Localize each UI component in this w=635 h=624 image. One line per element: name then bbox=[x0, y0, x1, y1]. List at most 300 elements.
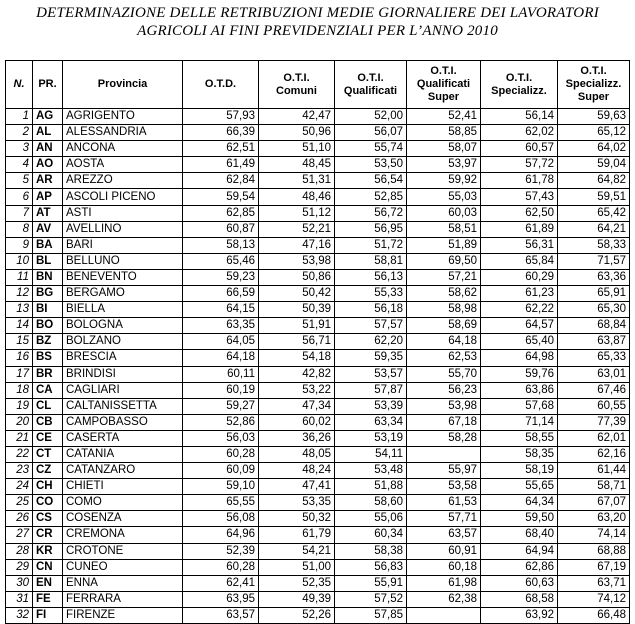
province-name: CAGLIARI bbox=[63, 382, 183, 398]
province-name: BERGAMO bbox=[63, 286, 183, 302]
oti-specializz-super-value: 65,12 bbox=[558, 125, 630, 141]
province-code: BG bbox=[33, 286, 63, 302]
oti-specializz-super-value: 67,07 bbox=[558, 495, 630, 511]
province-name: AREZZO bbox=[63, 173, 183, 189]
oti-qualificati-super-value: 53,58 bbox=[407, 479, 481, 495]
oti-qualificati-super-value: 67,18 bbox=[407, 414, 481, 430]
table-row bbox=[6, 430, 630, 446]
row-number: 15 bbox=[6, 334, 33, 350]
province-name: BARI bbox=[63, 237, 183, 253]
province-name: ASCOLI PICENO bbox=[63, 189, 183, 205]
oti-qualificati-super-value bbox=[407, 446, 481, 462]
oti-specializz-super-value: 63,87 bbox=[558, 334, 630, 350]
province-name: CREMONA bbox=[63, 527, 183, 543]
oti-specializz-super-value: 67,46 bbox=[558, 382, 630, 398]
oti-qualificati-value: 62,20 bbox=[335, 334, 407, 350]
oti-qualificati-super-value: 58,62 bbox=[407, 286, 481, 302]
oti-comuni-value: 36,26 bbox=[259, 430, 335, 446]
province-code: BN bbox=[33, 269, 63, 285]
header-n: N. bbox=[6, 61, 33, 109]
table-row bbox=[6, 221, 630, 237]
oti-qualificati-value: 55,91 bbox=[335, 575, 407, 591]
table-row bbox=[6, 350, 630, 366]
table-row bbox=[6, 366, 630, 382]
oti-specializz-super-value: 68,84 bbox=[558, 318, 630, 334]
province-name: BOLOGNA bbox=[63, 318, 183, 334]
oti-comuni-value: 52,35 bbox=[259, 575, 335, 591]
oti-comuni-value: 42,47 bbox=[259, 109, 335, 125]
oti-qualificati-super-value: 53,97 bbox=[407, 157, 481, 173]
wages-table bbox=[5, 60, 630, 624]
oti-specializz-super-value: 62,16 bbox=[558, 446, 630, 462]
row-number: 4 bbox=[6, 157, 33, 173]
oti-specializz-value: 62,02 bbox=[481, 125, 558, 141]
oti-qualificati-super-value: 62,53 bbox=[407, 350, 481, 366]
otd-value: 64,05 bbox=[183, 334, 259, 350]
row-number: 9 bbox=[6, 237, 33, 253]
oti-qualificati-super-value: 58,51 bbox=[407, 221, 481, 237]
oti-qualificati-super-value: 60,91 bbox=[407, 543, 481, 559]
oti-qualificati-super-value: 69,50 bbox=[407, 253, 481, 269]
oti-qualificati-super-value: 56,23 bbox=[407, 382, 481, 398]
oti-specializz-super-value: 60,55 bbox=[558, 398, 630, 414]
oti-comuni-value: 50,96 bbox=[259, 125, 335, 141]
oti-qualificati-value: 51,88 bbox=[335, 479, 407, 495]
row-number: 29 bbox=[6, 559, 33, 575]
oti-specializz-value: 60,63 bbox=[481, 575, 558, 591]
row-number: 17 bbox=[6, 366, 33, 382]
province-code: AN bbox=[33, 141, 63, 157]
oti-specializz-value: 61,23 bbox=[481, 286, 558, 302]
header-oti-qualificati: O.T.I. Qualificati bbox=[335, 61, 407, 109]
oti-qualificati-value: 55,06 bbox=[335, 511, 407, 527]
oti-qualificati-value: 63,34 bbox=[335, 414, 407, 430]
row-number: 13 bbox=[6, 302, 33, 318]
row-number: 30 bbox=[6, 575, 33, 591]
oti-qualificati-super-value: 61,53 bbox=[407, 495, 481, 511]
oti-qualificati-super-value: 59,92 bbox=[407, 173, 481, 189]
province-name: ASTI bbox=[63, 205, 183, 221]
oti-qualificati-super-value: 57,71 bbox=[407, 511, 481, 527]
table-row bbox=[6, 253, 630, 269]
row-number: 25 bbox=[6, 495, 33, 511]
oti-comuni-value: 52,21 bbox=[259, 221, 335, 237]
oti-qualificati-super-value: 51,89 bbox=[407, 237, 481, 253]
oti-specializz-super-value: 65,30 bbox=[558, 302, 630, 318]
province-code: FI bbox=[33, 607, 63, 623]
table-row bbox=[6, 173, 630, 189]
table-row bbox=[6, 511, 630, 527]
row-number: 11 bbox=[6, 269, 33, 285]
table-row bbox=[6, 141, 630, 157]
province-name: CROTONE bbox=[63, 543, 183, 559]
oti-comuni-value: 54,21 bbox=[259, 543, 335, 559]
row-number: 28 bbox=[6, 543, 33, 559]
table-row bbox=[6, 334, 630, 350]
oti-qualificati-value: 57,57 bbox=[335, 318, 407, 334]
table-row bbox=[6, 527, 630, 543]
province-code: BZ bbox=[33, 334, 63, 350]
oti-specializz-value: 65,84 bbox=[481, 253, 558, 269]
oti-comuni-value: 50,42 bbox=[259, 286, 335, 302]
province-name: AVELLINO bbox=[63, 221, 183, 237]
table-row bbox=[6, 205, 630, 221]
oti-qualificati-value: 54,11 bbox=[335, 446, 407, 462]
otd-value: 62,85 bbox=[183, 205, 259, 221]
province-code: AG bbox=[33, 109, 63, 125]
row-number: 19 bbox=[6, 398, 33, 414]
oti-specializz-value: 71,14 bbox=[481, 414, 558, 430]
oti-comuni-value: 50,39 bbox=[259, 302, 335, 318]
oti-comuni-value: 51,10 bbox=[259, 141, 335, 157]
row-number: 27 bbox=[6, 527, 33, 543]
province-name: CHIETI bbox=[63, 479, 183, 495]
oti-specializz-value: 68,40 bbox=[481, 527, 558, 543]
oti-specializz-super-value: 63,20 bbox=[558, 511, 630, 527]
province-code: KR bbox=[33, 543, 63, 559]
row-number: 3 bbox=[6, 141, 33, 157]
row-number: 16 bbox=[6, 350, 33, 366]
row-number: 8 bbox=[6, 221, 33, 237]
province-name: CALTANISSETTA bbox=[63, 398, 183, 414]
table-row bbox=[6, 398, 630, 414]
oti-specializz-super-value: 62,01 bbox=[558, 430, 630, 446]
row-number: 21 bbox=[6, 430, 33, 446]
oti-qualificati-value: 53,48 bbox=[335, 463, 407, 479]
otd-value: 64,96 bbox=[183, 527, 259, 543]
oti-qualificati-value: 53,57 bbox=[335, 366, 407, 382]
oti-specializz-value: 64,98 bbox=[481, 350, 558, 366]
oti-qualificati-value: 59,35 bbox=[335, 350, 407, 366]
oti-comuni-value: 47,16 bbox=[259, 237, 335, 253]
province-code: EN bbox=[33, 575, 63, 591]
oti-specializz-value: 64,34 bbox=[481, 495, 558, 511]
header-oti-specializz-super: O.T.I. Specializz. Super bbox=[558, 61, 630, 109]
header-oti-qualificati-super: O.T.I. Qualificati Super bbox=[407, 61, 481, 109]
oti-specializz-value: 64,57 bbox=[481, 318, 558, 334]
oti-specializz-value: 60,57 bbox=[481, 141, 558, 157]
province-code: AR bbox=[33, 173, 63, 189]
otd-value: 63,57 bbox=[183, 607, 259, 623]
oti-qualificati-value: 57,87 bbox=[335, 382, 407, 398]
row-number: 26 bbox=[6, 511, 33, 527]
otd-value: 65,46 bbox=[183, 253, 259, 269]
province-code: BS bbox=[33, 350, 63, 366]
table-row bbox=[6, 109, 630, 125]
header-row bbox=[6, 61, 630, 109]
oti-specializz-value: 58,55 bbox=[481, 430, 558, 446]
otd-value: 60,11 bbox=[183, 366, 259, 382]
oti-comuni-value: 61,79 bbox=[259, 527, 335, 543]
otd-value: 52,39 bbox=[183, 543, 259, 559]
oti-comuni-value: 47,34 bbox=[259, 398, 335, 414]
oti-comuni-value: 48,46 bbox=[259, 189, 335, 205]
oti-qualificati-super-value: 55,97 bbox=[407, 463, 481, 479]
table-row bbox=[6, 286, 630, 302]
province-code: AV bbox=[33, 221, 63, 237]
header-pr: PR. bbox=[33, 61, 63, 109]
oti-specializz-value: 62,86 bbox=[481, 559, 558, 575]
otd-value: 56,08 bbox=[183, 511, 259, 527]
table-row bbox=[6, 302, 630, 318]
header-oti-comuni: O.T.I. Comuni bbox=[259, 61, 335, 109]
oti-comuni-value: 52,26 bbox=[259, 607, 335, 623]
oti-comuni-value: 53,22 bbox=[259, 382, 335, 398]
oti-comuni-value: 47,41 bbox=[259, 479, 335, 495]
oti-comuni-value: 51,91 bbox=[259, 318, 335, 334]
table-row bbox=[6, 318, 630, 334]
oti-specializz-super-value: 59,63 bbox=[558, 109, 630, 125]
table-row bbox=[6, 414, 630, 430]
oti-qualificati-value: 60,34 bbox=[335, 527, 407, 543]
header-provincia: Provincia bbox=[63, 61, 183, 109]
oti-qualificati-super-value: 58,28 bbox=[407, 430, 481, 446]
oti-qualificati-value: 55,33 bbox=[335, 286, 407, 302]
province-code: CL bbox=[33, 398, 63, 414]
oti-specializz-value: 57,72 bbox=[481, 157, 558, 173]
province-code: AO bbox=[33, 157, 63, 173]
oti-specializz-value: 68,58 bbox=[481, 591, 558, 607]
oti-specializz-value: 56,31 bbox=[481, 237, 558, 253]
oti-qualificati-value: 51,72 bbox=[335, 237, 407, 253]
oti-specializz-value: 61,89 bbox=[481, 221, 558, 237]
otd-value: 60,09 bbox=[183, 463, 259, 479]
province-code: BO bbox=[33, 318, 63, 334]
province-code: CB bbox=[33, 414, 63, 430]
otd-value: 58,13 bbox=[183, 237, 259, 253]
oti-specializz-super-value: 58,71 bbox=[558, 479, 630, 495]
oti-comuni-value: 48,05 bbox=[259, 446, 335, 462]
otd-value: 52,86 bbox=[183, 414, 259, 430]
oti-qualificati-value: 56,54 bbox=[335, 173, 407, 189]
otd-value: 60,28 bbox=[183, 559, 259, 575]
otd-value: 60,19 bbox=[183, 382, 259, 398]
row-number: 5 bbox=[6, 173, 33, 189]
oti-specializz-super-value: 59,04 bbox=[558, 157, 630, 173]
oti-qualificati-value: 58,38 bbox=[335, 543, 407, 559]
table-row bbox=[6, 495, 630, 511]
oti-specializz-value: 65,40 bbox=[481, 334, 558, 350]
province-name: ANCONA bbox=[63, 141, 183, 157]
province-name: CAMPOBASSO bbox=[63, 414, 183, 430]
table-row bbox=[6, 157, 630, 173]
row-number: 18 bbox=[6, 382, 33, 398]
oti-specializz-super-value: 65,33 bbox=[558, 350, 630, 366]
oti-qualificati-super-value: 62,38 bbox=[407, 591, 481, 607]
oti-qualificati-super-value: 58,85 bbox=[407, 125, 481, 141]
table-row bbox=[6, 575, 630, 591]
oti-specializz-super-value: 67,19 bbox=[558, 559, 630, 575]
oti-comuni-value: 48,45 bbox=[259, 157, 335, 173]
oti-qualificati-value: 56,83 bbox=[335, 559, 407, 575]
province-name: COMO bbox=[63, 495, 183, 511]
province-name: CUNEO bbox=[63, 559, 183, 575]
otd-value: 63,95 bbox=[183, 591, 259, 607]
oti-comuni-value: 51,12 bbox=[259, 205, 335, 221]
oti-specializz-value: 62,50 bbox=[481, 205, 558, 221]
oti-comuni-value: 60,02 bbox=[259, 414, 335, 430]
oti-comuni-value: 50,86 bbox=[259, 269, 335, 285]
province-code: BR bbox=[33, 366, 63, 382]
oti-qualificati-value: 57,85 bbox=[335, 607, 407, 623]
otd-value: 60,28 bbox=[183, 446, 259, 462]
oti-qualificati-super-value: 61,98 bbox=[407, 575, 481, 591]
province-code: CR bbox=[33, 527, 63, 543]
otd-value: 60,87 bbox=[183, 221, 259, 237]
province-name: COSENZA bbox=[63, 511, 183, 527]
province-name: BRESCIA bbox=[63, 350, 183, 366]
province-code: BL bbox=[33, 253, 63, 269]
province-code: CN bbox=[33, 559, 63, 575]
province-name: BIELLA bbox=[63, 302, 183, 318]
table-row bbox=[6, 237, 630, 253]
oti-comuni-value: 49,39 bbox=[259, 591, 335, 607]
oti-qualificati-super-value: 60,18 bbox=[407, 559, 481, 575]
oti-qualificati-value: 52,85 bbox=[335, 189, 407, 205]
oti-specializz-value: 64,94 bbox=[481, 543, 558, 559]
oti-qualificati-super-value: 58,98 bbox=[407, 302, 481, 318]
oti-qualificati-value: 53,19 bbox=[335, 430, 407, 446]
province-code: CT bbox=[33, 446, 63, 462]
row-number: 10 bbox=[6, 253, 33, 269]
table-row bbox=[6, 479, 630, 495]
oti-qualificati-super-value: 58,69 bbox=[407, 318, 481, 334]
province-code: CO bbox=[33, 495, 63, 511]
row-number: 6 bbox=[6, 189, 33, 205]
oti-specializz-value: 55,65 bbox=[481, 479, 558, 495]
oti-qualificati-value: 56,95 bbox=[335, 221, 407, 237]
province-code: AT bbox=[33, 205, 63, 221]
oti-qualificati-super-value: 63,57 bbox=[407, 527, 481, 543]
title-line-1: DETERMINAZIONE DELLE RETRIBUZIONI MEDIE GIORNALIERE DEI LAVORATORI bbox=[36, 5, 599, 21]
oti-specializz-value: 63,86 bbox=[481, 382, 558, 398]
province-code: CE bbox=[33, 430, 63, 446]
row-number: 32 bbox=[6, 607, 33, 623]
province-name: BRINDISI bbox=[63, 366, 183, 382]
otd-value: 65,55 bbox=[183, 495, 259, 511]
oti-comuni-value: 50,32 bbox=[259, 511, 335, 527]
oti-specializz-value: 58,35 bbox=[481, 446, 558, 462]
oti-specializz-super-value: 58,33 bbox=[558, 237, 630, 253]
province-name: CASERTA bbox=[63, 430, 183, 446]
otd-value: 66,39 bbox=[183, 125, 259, 141]
otd-value: 62,41 bbox=[183, 575, 259, 591]
oti-specializz-value: 60,29 bbox=[481, 269, 558, 285]
oti-specializz-super-value: 66,48 bbox=[558, 607, 630, 623]
oti-specializz-super-value: 65,42 bbox=[558, 205, 630, 221]
province-name: AGRIGENTO bbox=[63, 109, 183, 125]
otd-value: 57,93 bbox=[183, 109, 259, 125]
document-title bbox=[0, 4, 635, 40]
province-code: FE bbox=[33, 591, 63, 607]
oti-qualificati-value: 56,18 bbox=[335, 302, 407, 318]
oti-comuni-value: 53,35 bbox=[259, 495, 335, 511]
row-number: 23 bbox=[6, 463, 33, 479]
otd-value: 59,23 bbox=[183, 269, 259, 285]
oti-specializz-super-value: 63,01 bbox=[558, 366, 630, 382]
row-number: 31 bbox=[6, 591, 33, 607]
oti-qualificati-value: 57,52 bbox=[335, 591, 407, 607]
table-row bbox=[6, 382, 630, 398]
otd-value: 56,03 bbox=[183, 430, 259, 446]
oti-qualificati-super-value: 58,07 bbox=[407, 141, 481, 157]
oti-comuni-value: 56,71 bbox=[259, 334, 335, 350]
oti-qualificati-super-value: 52,41 bbox=[407, 109, 481, 125]
table-row bbox=[6, 543, 630, 559]
province-name: BOLZANO bbox=[63, 334, 183, 350]
province-code: BA bbox=[33, 237, 63, 253]
oti-qualificati-value: 52,00 bbox=[335, 109, 407, 125]
province-name: ALESSANDRIA bbox=[63, 125, 183, 141]
oti-specializz-super-value: 64,02 bbox=[558, 141, 630, 157]
oti-qualificati-value: 55,74 bbox=[335, 141, 407, 157]
oti-specializz-super-value: 61,44 bbox=[558, 463, 630, 479]
oti-comuni-value: 53,98 bbox=[259, 253, 335, 269]
oti-comuni-value: 42,82 bbox=[259, 366, 335, 382]
row-number: 12 bbox=[6, 286, 33, 302]
oti-qualificati-super-value: 60,03 bbox=[407, 205, 481, 221]
otd-value: 59,27 bbox=[183, 398, 259, 414]
otd-value: 64,18 bbox=[183, 350, 259, 366]
province-code: BI bbox=[33, 302, 63, 318]
oti-specializz-value: 56,14 bbox=[481, 109, 558, 125]
oti-qualificati-value: 58,81 bbox=[335, 253, 407, 269]
otd-value: 63,35 bbox=[183, 318, 259, 334]
province-name: FIRENZE bbox=[63, 607, 183, 623]
province-code: CH bbox=[33, 479, 63, 495]
otd-value: 66,59 bbox=[183, 286, 259, 302]
table-row bbox=[6, 591, 630, 607]
oti-comuni-value: 54,18 bbox=[259, 350, 335, 366]
province-code: CA bbox=[33, 382, 63, 398]
oti-qualificati-value: 56,72 bbox=[335, 205, 407, 221]
table-row bbox=[6, 269, 630, 285]
oti-specializz-value: 57,68 bbox=[481, 398, 558, 414]
table-row bbox=[6, 446, 630, 462]
oti-specializz-value: 61,78 bbox=[481, 173, 558, 189]
table-row bbox=[6, 559, 630, 575]
oti-specializz-super-value: 77,39 bbox=[558, 414, 630, 430]
otd-value: 59,54 bbox=[183, 189, 259, 205]
oti-qualificati-value: 53,39 bbox=[335, 398, 407, 414]
province-code: AL bbox=[33, 125, 63, 141]
table-row bbox=[6, 463, 630, 479]
row-number: 24 bbox=[6, 479, 33, 495]
oti-specializz-super-value: 63,36 bbox=[558, 269, 630, 285]
otd-value: 62,84 bbox=[183, 173, 259, 189]
oti-qualificati-value: 56,07 bbox=[335, 125, 407, 141]
header-oti-specializz: O.T.I. Specializz. bbox=[481, 61, 558, 109]
row-number: 22 bbox=[6, 446, 33, 462]
table-row bbox=[6, 125, 630, 141]
province-code: CZ bbox=[33, 463, 63, 479]
oti-specializz-value: 63,92 bbox=[481, 607, 558, 623]
oti-qualificati-super-value bbox=[407, 607, 481, 623]
oti-specializz-super-value: 65,91 bbox=[558, 286, 630, 302]
otd-value: 61,49 bbox=[183, 157, 259, 173]
row-number: 1 bbox=[6, 109, 33, 125]
oti-qualificati-super-value: 55,03 bbox=[407, 189, 481, 205]
province-name: BENEVENTO bbox=[63, 269, 183, 285]
otd-value: 64,15 bbox=[183, 302, 259, 318]
province-code: AP bbox=[33, 189, 63, 205]
oti-specializz-value: 57,43 bbox=[481, 189, 558, 205]
oti-qualificati-super-value: 57,21 bbox=[407, 269, 481, 285]
oti-specializz-super-value: 64,21 bbox=[558, 221, 630, 237]
province-name: CATANZARO bbox=[63, 463, 183, 479]
oti-comuni-value: 51,31 bbox=[259, 173, 335, 189]
province-name: AOSTA bbox=[63, 157, 183, 173]
